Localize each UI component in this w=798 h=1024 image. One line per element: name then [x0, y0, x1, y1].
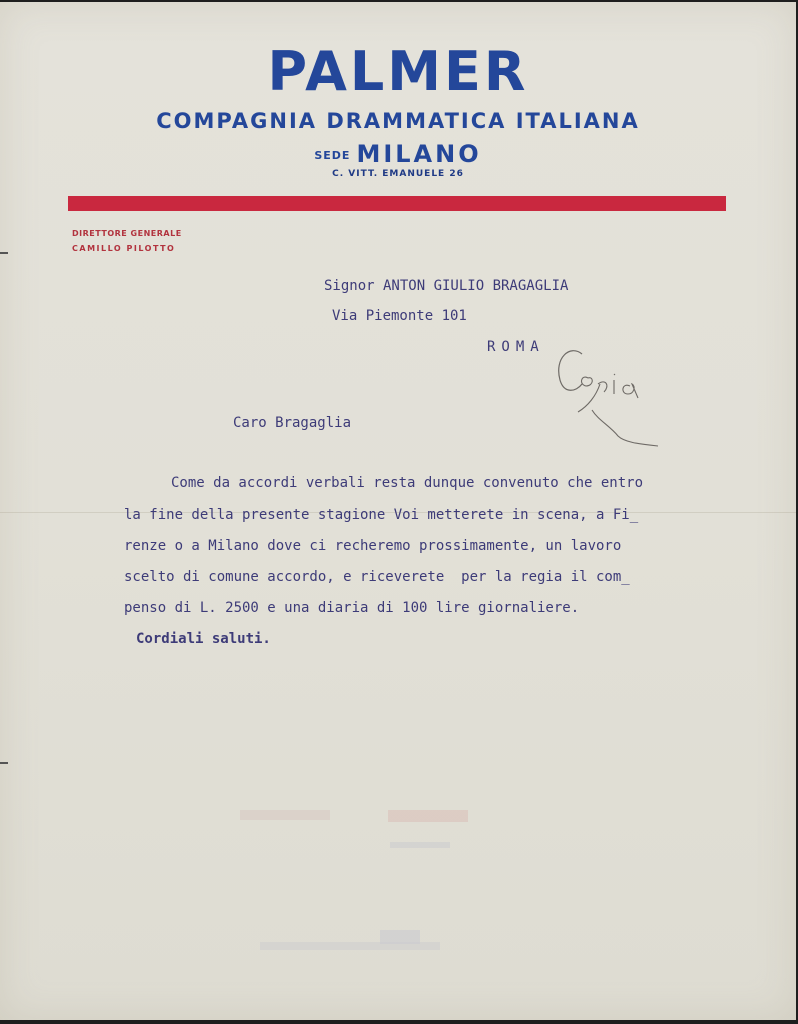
company-subtitle: COMPAGNIA DRAMMATICA ITALIANA	[156, 109, 640, 133]
letterhead-divider	[68, 196, 726, 211]
company-logo: PALMER	[267, 40, 529, 103]
body-line: Come da accordi verbali resta dunque convenuto che entro	[171, 475, 644, 491]
company-address: C. VITT. EMANUELE 26	[332, 169, 464, 179]
body-line: penso di L. 2500 e una diaria di 100 lire giornaliere.	[124, 600, 580, 616]
company-location	[0, 140, 796, 171]
faded-stamp	[200, 802, 500, 962]
body-line: scelto di comune accordo, e riceverete per la regia il com_	[124, 569, 630, 585]
edge-mark	[0, 252, 8, 254]
closing: Cordiali saluti.	[136, 631, 271, 647]
recipient-street: Via Piemonte 101	[332, 308, 467, 324]
recipient-name: Signor ANTON GIULIO BRAGAGLIA	[324, 278, 569, 294]
letter-sheet	[0, 2, 796, 1020]
body-line: renze o a Milano dove ci recheremo prossimamente, un lavoro	[124, 538, 622, 554]
sede-label: SEDE	[314, 149, 351, 162]
handwritten-copia-note	[548, 340, 668, 452]
body-line: la fine della presente stagione Voi metterete in scena, a Fi_	[124, 507, 639, 523]
director-title: DIRETTORE GENERALE	[72, 229, 182, 238]
edge-mark	[0, 762, 8, 764]
city-name: MILANO	[356, 140, 482, 168]
director-name: CAMILLO PILOTTO	[72, 244, 176, 253]
recipient-city: ROMA	[487, 339, 545, 355]
salutation: Caro Bragaglia	[233, 415, 352, 431]
